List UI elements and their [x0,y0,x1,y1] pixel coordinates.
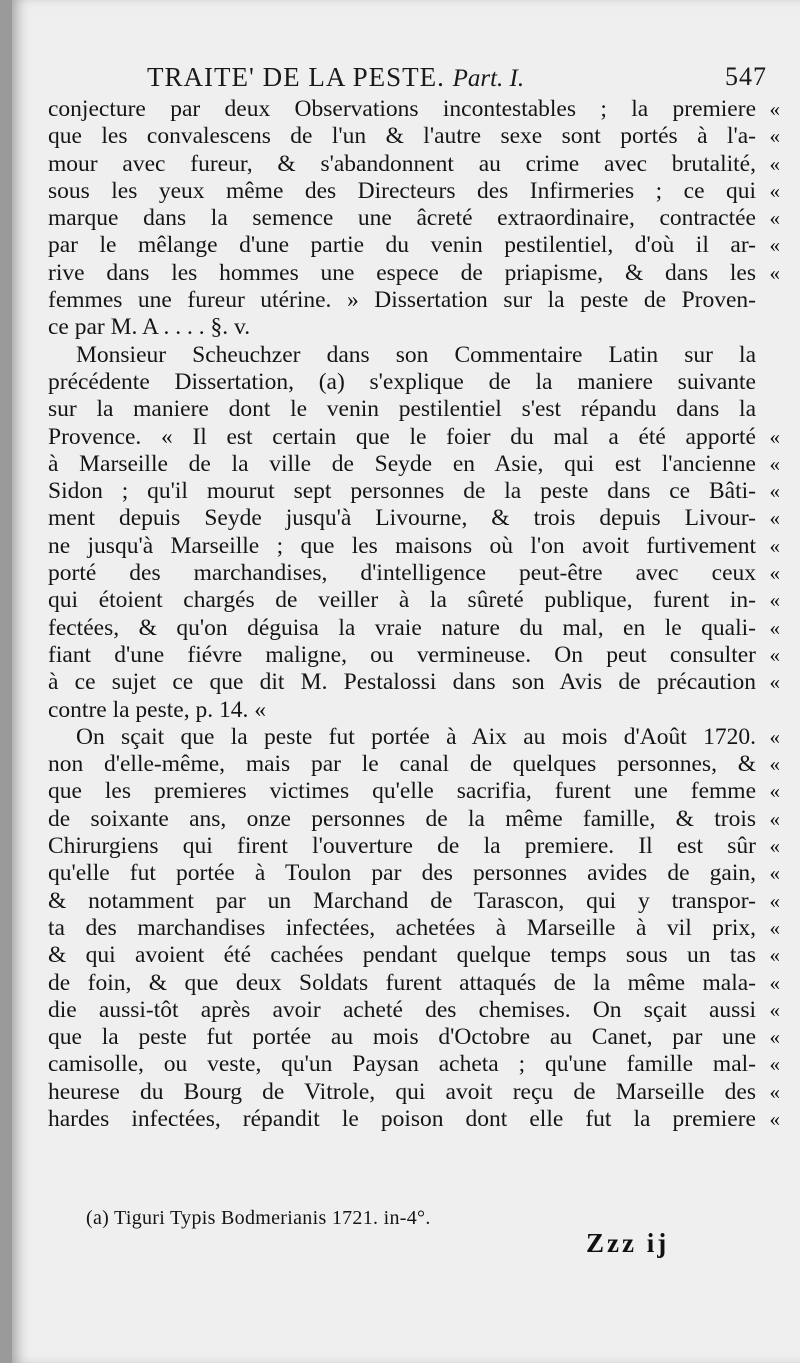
line-text: que les convalescens de l'un & l'autre sexe sont portés à l'a- [48,123,756,150]
text-line [48,833,780,860]
line-text: conjecture par deux Observations incontestables ; la premiere [48,96,756,122]
page-number: 547 [725,62,767,91]
line-text: fiant d'une fiévre maligne, ou vermineuse. On peut consulter [48,641,756,668]
line-text: Provence. « Il est certain que le foier du mal a été apporté [48,423,756,450]
quote-mark: « [769,943,780,968]
quote-mark: « [769,752,780,777]
footnote: (a) Tiguri Typis Bodmerianis 1721. in-4°. [86,1207,431,1229]
text-line [48,1024,780,1051]
quote-mark: « [769,424,780,449]
quote-mark: « [769,561,780,586]
line-text: précédente Dissertation, (a) s'explique de la maniere suivante [48,368,756,395]
text-line [48,369,780,396]
text-line [48,615,780,642]
text-line [48,342,780,369]
text-line [48,287,780,314]
quote-mark: « [769,779,780,804]
quote-mark: « [769,615,780,640]
quote-mark [756,396,780,423]
text-line [48,778,780,805]
book-page [12,0,800,1363]
quote-mark: « [769,642,780,667]
quote-mark [756,342,780,369]
text-line [48,942,780,969]
line-text: que les premieres victimes qu'elle sacrifia, furent une femme [48,778,756,805]
text-line [48,1051,780,1078]
text-line [48,697,780,724]
text-line [48,860,780,887]
text-line [48,505,780,532]
quote-mark: « [769,506,780,531]
quote-mark: « [769,834,780,859]
quote-mark: « [769,670,780,695]
line-text: de foin, & que deux Soldats furent attaqués de la même mala- [48,969,756,996]
quote-mark: « [769,1106,780,1131]
signature-mark: Zzz ij [586,1228,670,1258]
quote-mark: « [769,124,780,149]
running-title [147,62,524,93]
line-text: par le mêlange d'une partie du venin pestilentiel, d'où il ar- [48,232,756,259]
text-line [48,806,780,833]
text-line [48,751,780,778]
line-text: & qui avoient été cachées pendant quelque temps sous un tas [48,942,756,969]
line-text: hardes infectées, répandit le poison dont elle fut la premiere [48,1105,756,1132]
text-line [48,997,780,1024]
text-line [48,478,780,505]
text-line [48,642,780,669]
text-line [48,724,780,751]
line-text: porté des marchandises, d'intelligence peut-être avec ceux [48,560,756,587]
body-text [48,96,780,1133]
quote-mark: « [769,479,780,504]
quote-mark: « [769,233,780,258]
line-text: heurese du Bourg de Vitrole, qui avoit reçu de Marseille des [48,1078,756,1105]
text-line [48,669,780,696]
line-text: rive dans les hommes une espece de priapisme, & dans les [48,259,756,286]
text-line [48,970,780,997]
line-text: fectées, & qu'on déguisa la vraie nature du mal, en le quali- [48,614,756,641]
quote-mark [756,314,780,341]
text-line [48,1079,780,1106]
text-line [48,560,780,587]
line-text: marque dans la semence une âcreté extraordinaire, contractée [48,205,756,232]
quote-mark: « [769,151,780,176]
quote-mark [756,369,780,396]
line-text: Sidon ; qu'il mourut sept personnes de la peste dans ce Bâti- [48,478,756,505]
text-line [48,96,780,123]
quote-mark: « [769,1079,780,1104]
line-text: ta des marchandises infectées, achetées à Marseille à vil prix, [48,914,756,941]
line-text: Monsieur Scheuchzer dans son Commentaire Latin sur la [76,341,756,368]
text-line [48,587,780,614]
text-line [48,533,780,560]
text-line [48,260,780,287]
quote-mark: « [769,861,780,886]
line-text: camisolle, ou veste, qu'un Paysan acheta ; qu'une famille mal- [48,1051,756,1078]
text-line [48,205,780,232]
line-text: qu'elle fut portée à Toulon par des personnes avides de gain, [48,860,756,887]
line-text: die aussi-tôt après avoir acheté des chemises. On sçait aussi [48,996,756,1023]
quote-mark: « [769,970,780,995]
line-text: qui étoient chargés de veiller à la sûreté publique, furent in- [48,587,756,614]
quote-mark [756,697,780,724]
line-text: ce par M. A . . . . §. v. [48,314,251,341]
part-label: Part. I. [452,65,525,92]
text-line [48,396,780,423]
line-text: de soixante ans, onze personnes de la même famille, & trois [48,805,756,832]
quote-mark: « [769,451,780,476]
line-text: à ce sujet ce que dit M. Pestalossi dans son Avis de précaution [48,669,756,696]
text-line [48,888,780,915]
quote-mark [756,287,780,314]
quote-mark: « [769,888,780,913]
quote-mark: « [769,97,780,121]
title-text: TRAITE' DE LA PESTE. [147,62,445,92]
quote-mark: « [769,206,780,231]
quote-mark: « [769,178,780,203]
quote-mark: « [769,588,780,613]
line-text: sous les yeux même des Directeurs des Infirmeries ; ce qui [48,177,756,204]
text-line [48,151,780,178]
line-text: femmes une fureur utérine. » Dissertation sur la peste de Proven- [48,287,756,314]
line-text: contre la peste, p. 14. « [48,696,266,723]
line-text: à Marseille de la ville de Seyde en Asie, qui est l'ancienne [48,450,756,477]
text-line [48,1106,780,1133]
quote-mark: « [769,1052,780,1077]
line-text: On sçait que la peste fut portée à Aix au mois d'Août 1720. [76,723,756,750]
line-text: mour avec fureur, & s'abandonnent au crime avec brutalité, [48,150,756,177]
line-text: ment depuis Seyde jusqu'à Livourne, & trois depuis Livour- [48,505,756,532]
quote-mark: « [769,1025,780,1050]
quote-mark: « [769,533,780,558]
quote-mark: « [769,997,780,1022]
line-text: Chirurgiens qui firent l'ouverture de la premiere. Il est sûr [48,833,756,860]
line-text: ne jusqu'à Marseille ; que les maisons où l'on avoit furtivement [48,532,756,559]
text-line [48,451,780,478]
quote-mark: « [769,806,780,831]
text-line [48,232,780,259]
line-text: non d'elle-même, mais par le canal de quelques personnes, & [48,751,756,778]
text-line [48,123,780,150]
text-line [48,314,780,341]
line-text: & notamment par un Marchand de Tarascon, qui y transpor- [48,887,756,914]
quote-mark: « [769,260,780,285]
line-text: sur la maniere dont le venin pestilentiel s'est répandu dans la [48,396,756,423]
line-text: que la peste fut portée au mois d'Octobre au Canet, par une [48,1024,756,1051]
text-line [48,424,780,451]
quote-mark: « [769,915,780,940]
running-header [147,62,767,98]
quote-mark: « [769,724,780,749]
text-line [48,915,780,942]
text-line [48,178,780,205]
